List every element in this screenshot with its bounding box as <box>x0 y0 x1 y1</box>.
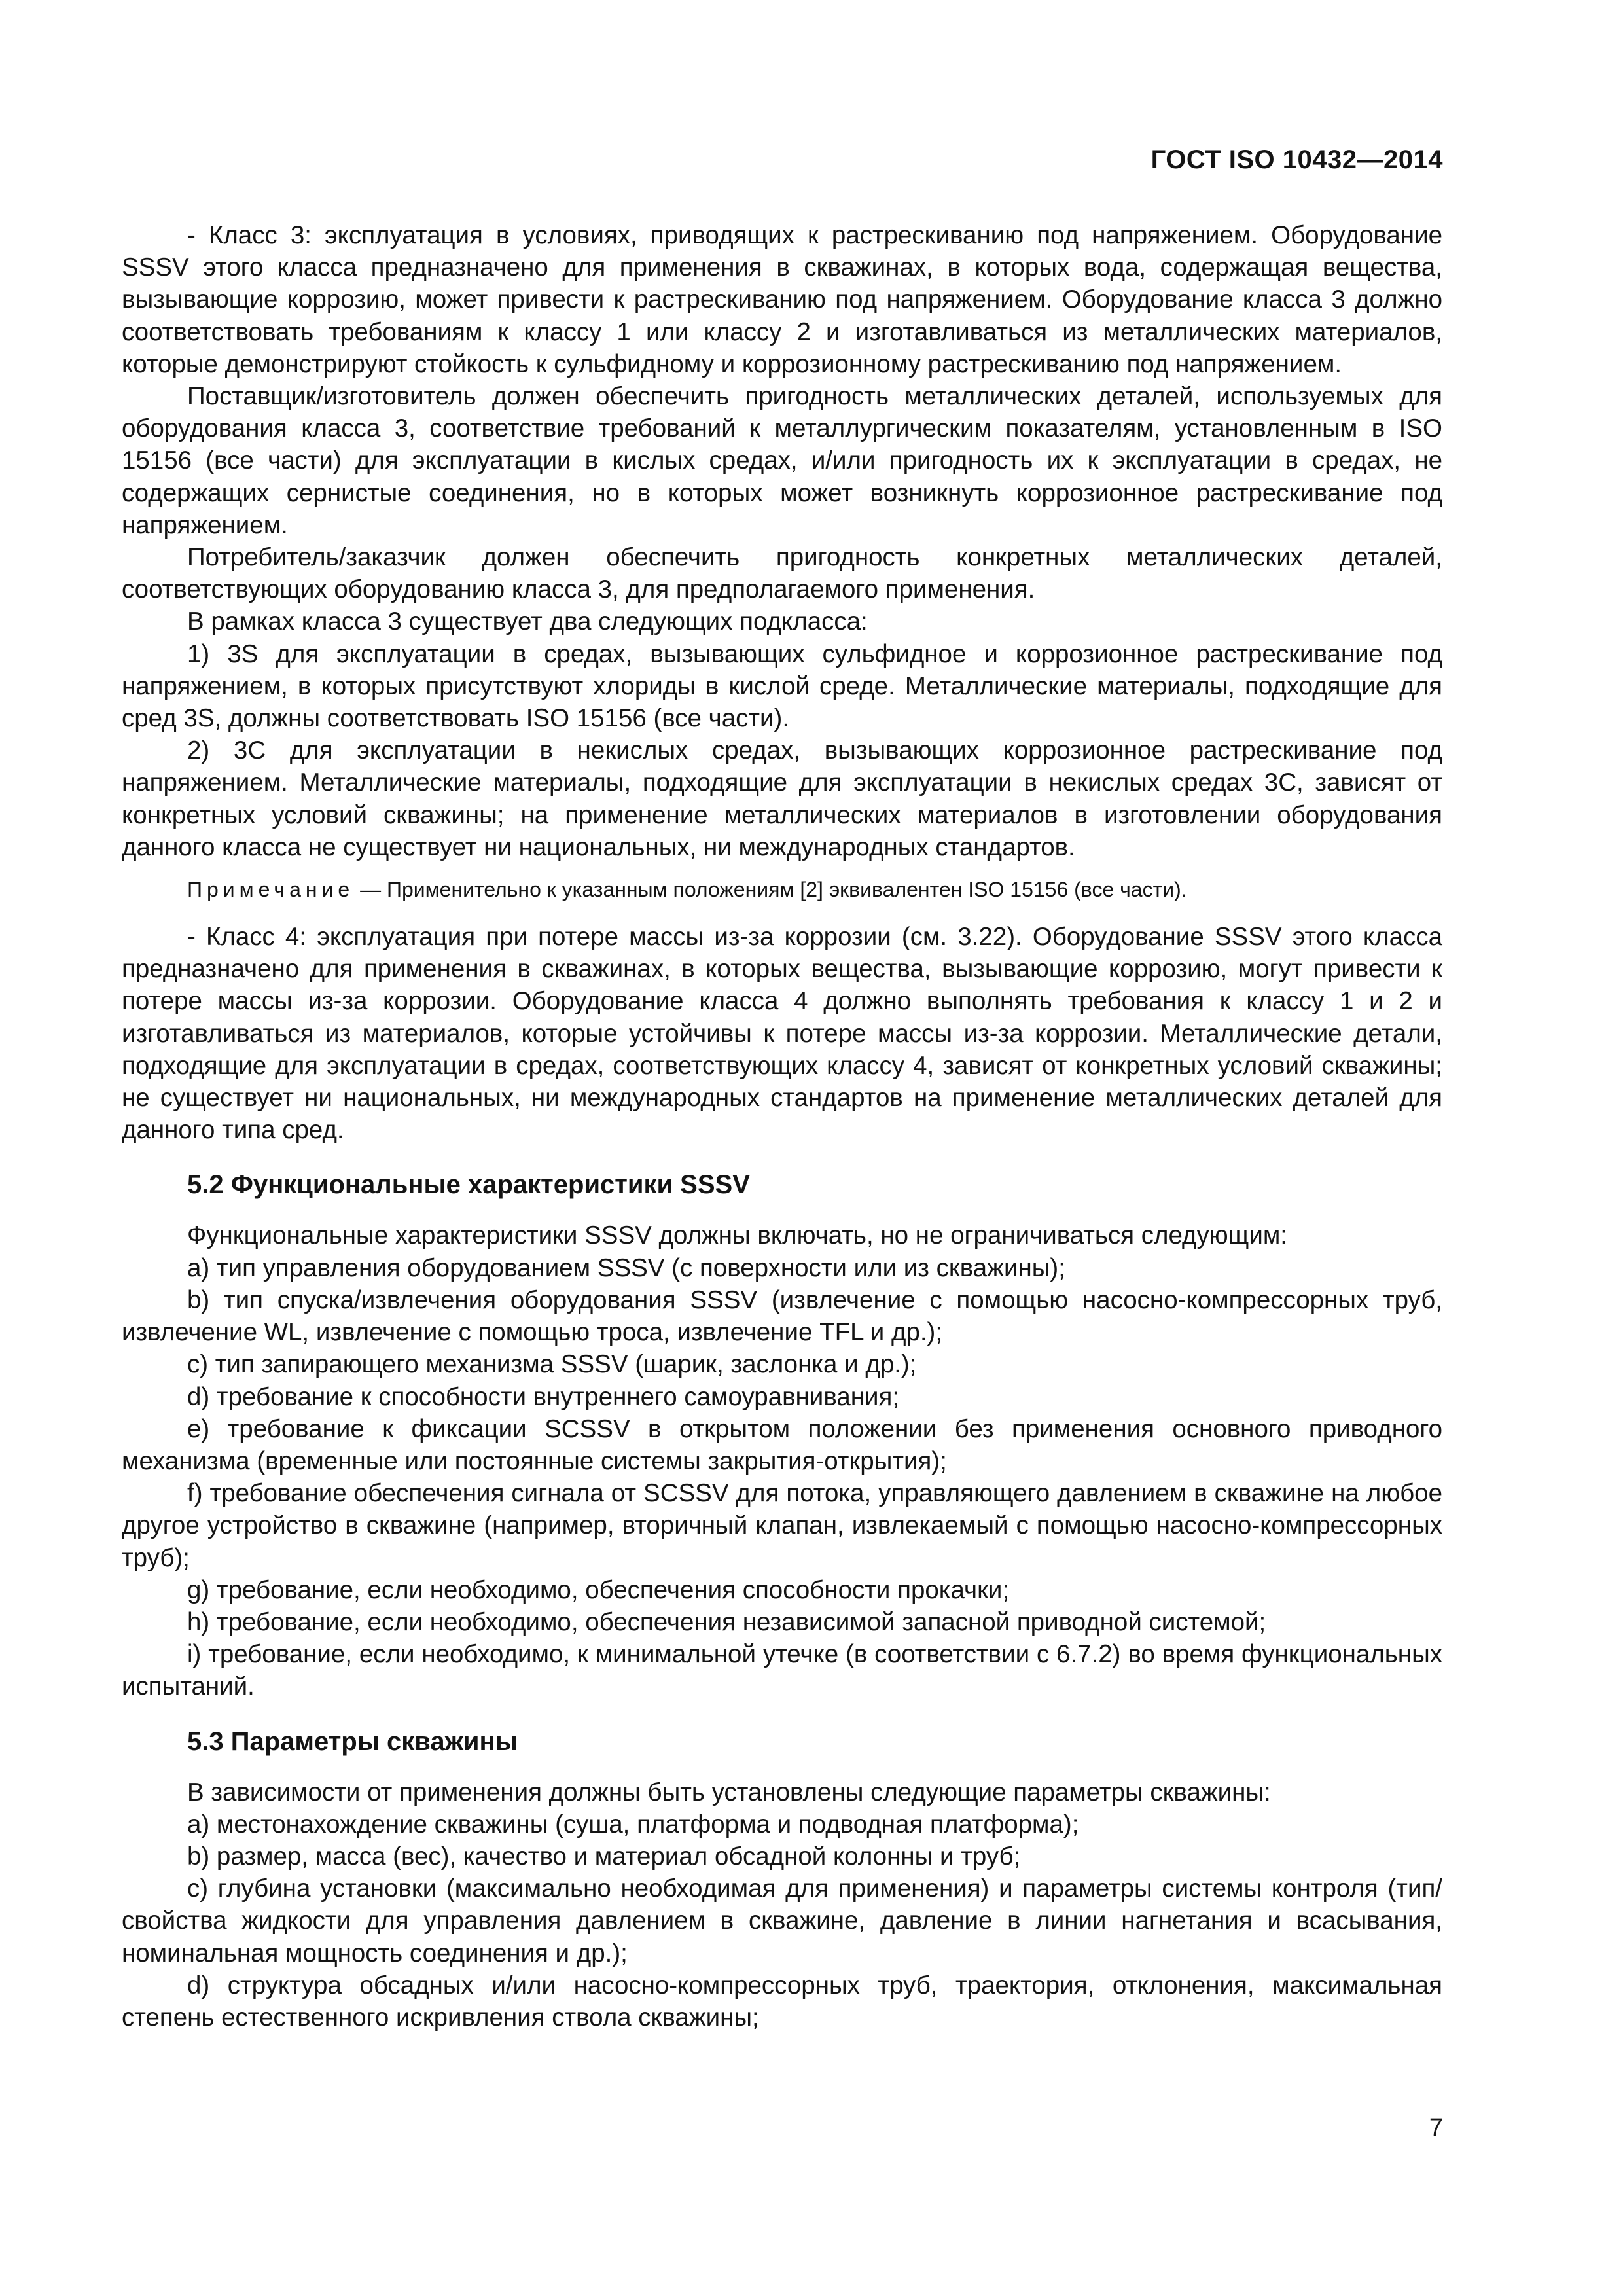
list-item: c) глубина установки (максимально необходимая для применения) и параметры системы контроля (тип/свойства жидкости для управления давлением в скважине, давление в линии нагнетания и всасывания, номинальная мощность соединения и др.); <box>122 1874 1442 1967</box>
document-code: ГОСТ ISO 10432—2014 <box>1150 145 1443 174</box>
list-item: 2) 3С для эксплуатации в некислых средах, вызывающих коррозионное растрескивание под напряжением. Металлические материалы, подходящие для эксплуатации в некислых средах 3С, зависят от конкретных условий скважины; на применение металлических материалов в изготовлении оборудования данного класса не существует ни национальных, ни международных стандартов. <box>122 736 1442 861</box>
section-heading: 5.3 Параметры скважины <box>187 1727 518 1756</box>
list-item: e) требование к фиксации SCSSV в открытом положении без применения основного приводного механизма (временные или постоянные системы закрытия-открытия); <box>122 1414 1442 1475</box>
note-label: Примечание <box>187 878 355 902</box>
document-body <box>122 219 1442 2034</box>
paragraph: - Класс 3: эксплуатация в условиях, приводящих к растрескиванию под напряжением. Оборудование SSSV этого класса предназначено для применения в скважинах, в которых вода, содержащая вещества, вызывающие коррозию, может привести к растрескиванию под напряжением. Оборудование класса 3 должно соответствовать требованиям к классу 1 или классу 2 и изготавливаться из металлических материалов, которые демонстрируют стойкость к сульфидному и коррозионному растрескиванию под напряжением. <box>122 221 1442 378</box>
list-item: f) требование обеспечения сигнала от SCSSV для потока, управляющего давлением в скважине на любое другое устройство в скважине (например, вторичный клапан, извлекаемый с помощью насосно-компрессорных труб); <box>122 1479 1442 1572</box>
paragraph: Потребитель/заказчик должен обеспечить пригодность конкретных металлических деталей, соответствующих оборудованию класса 3, для предполагаемого применения. <box>122 543 1442 604</box>
list-item: i) требование, если необходимо, к минимальной утечке (в соответствии с 6.7.2) во время функциональных испытаний. <box>122 1640 1442 1701</box>
paragraph: Поставщик/изготовитель должен обеспечить пригодность металлических деталей, используемых для оборудования класса 3, соответствие требований к металлургическим показателям, установленным в ISO 15156 (все части) для эксплуатации в кислых средах, и/или пригодность их к эксплуатации в средах, не содержащих сернистые соединения, но в которых может возникнуть коррозионное растрескивание под напряжением. <box>122 382 1442 539</box>
list-item: b) размер, масса (вес), качество и материал обсадной колонны и труб; <box>187 1842 1021 1871</box>
note-text: — Применительно к указанным положениям [2] эквивалентен ISO 15156 (все части). <box>354 878 1187 902</box>
paragraph: В рамках класса 3 существует два следующих подкласса: <box>187 607 868 636</box>
note <box>122 875 1442 904</box>
paragraph: Функциональные характеристики SSSV должны включать, но не ограничиваться следующим: <box>187 1221 1287 1250</box>
list-item: c) тип запирающего механизма SSSV (шарик, заслонка и др.); <box>187 1350 917 1379</box>
list-item: a) местонахождение скважины (суша, платформа и подводная платформа); <box>187 1810 1079 1839</box>
list-item: 1) 3S для эксплуатации в средах, вызывающих сульфидное и коррозионное растрескивание под напряжением, в которых присутствуют хлориды в кислой среде. Металлические материалы, подходящие для сред 3S, должны соответствовать ISO 15156 (все части). <box>122 639 1442 733</box>
list-item: d) структура обсадных и/или насосно-компрессорных труб, траектория, отклонения, максимальная степень естественного искривления ствола скважины; <box>122 1971 1442 2032</box>
list-item: g) требование, если необходимо, обеспечения способности прокачки; <box>187 1575 1010 1604</box>
paragraph: В зависимости от применения должны быть установлены следующие параметры скважины: <box>187 1778 1271 1806</box>
list-item: a) тип управления оборудованием SSSV (с поверхности или из скважины); <box>187 1253 1065 1282</box>
page-number: 7 <box>1429 2114 1443 2142</box>
list-item: d) требование к способности внутреннего самоуравнивания; <box>187 1382 900 1411</box>
paragraph: - Класс 4: эксплуатация при потере массы из-за коррозии (см. 3.22). Оборудование SSSV этого класса предназначено для применения в скважинах, в которых вещества, вызывающие коррозию, могут привести к потере массы из-за коррозии. Оборудование класса 4 должно выполнять требования к классу 1 и 2 и изготавливаться из материалов, которые устойчивы к потере массы из-за коррозии. Металлические детали, подходящие для эксплуатации в средах, соответствующих классу 4, зависят от конкретных условий скважины; не существует ни национальных, ни международных стандартов на применение металлических деталей для данного типа сред. <box>122 923 1442 1145</box>
list-item: b) тип спуска/извлечения оборудования SSSV (извлечение с помощью насосно-компрессорных труб, извлечение WL, извлечение с помощью троса, извлечение TFL и др.); <box>122 1285 1442 1347</box>
list-item: h) требование, если необходимо, обеспечения независимой запасной приводной системой; <box>187 1607 1266 1636</box>
section-heading: 5.2 Функциональные характеристики SSSV <box>187 1170 750 1200</box>
